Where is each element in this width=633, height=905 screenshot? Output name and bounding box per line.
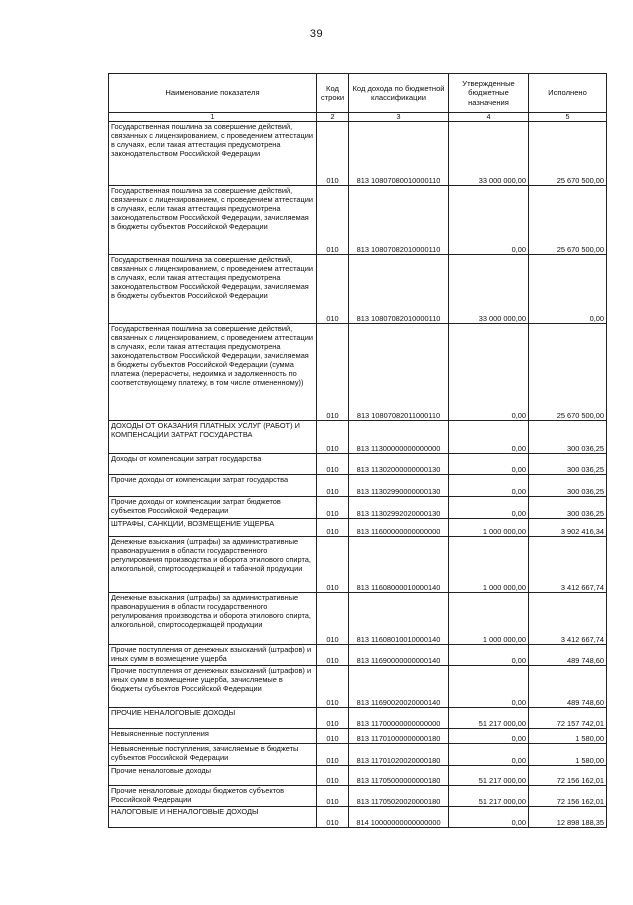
row-code: 010 [317,729,349,744]
row-plan: 0,00 [449,645,529,666]
table-header-row [109,74,607,113]
row-kbk: 813 11600000000000000 [349,519,449,537]
row-code: 010 [317,744,349,766]
row-kbk: 813 11608010010000140 [349,593,449,645]
row-plan: 0,00 [449,729,529,744]
row-code: 010 [317,666,349,708]
table-row [109,729,607,744]
row-plan: 33 000 000,00 [449,255,529,324]
row-name: Прочие поступления от денежных взысканий (штрафов) и иных сумм в возмещение ущерба, зачисляемые в бюджеты субъектов Российской Федерации [109,666,317,708]
row-name: Государственная пошлина за совершение действий, связанных с лицензированием, с проведением аттестации в случаях, если такая аттестация предусмотрена законодательством Российской Федерации [109,122,317,186]
row-kbk: 813 11608000010000140 [349,537,449,593]
column-number: 3 [349,113,449,122]
table-row [109,324,607,421]
row-code: 010 [317,786,349,807]
row-done: 300 036,25 [529,497,607,519]
row-done: 3 412 667,74 [529,537,607,593]
row-name: ШТРАФЫ, САНКЦИИ, ВОЗМЕЩЕНИЕ УЩЕРБА [109,519,317,537]
row-plan: 1 000 000,00 [449,593,529,645]
row-plan: 0,00 [449,324,529,421]
row-code: 010 [317,537,349,593]
row-plan: 0,00 [449,744,529,766]
row-name: Прочие доходы от компенсации затрат бюджетов субъектов Российской Федерации [109,497,317,519]
row-plan: 33 000 000,00 [449,122,529,186]
row-done: 489 748,60 [529,666,607,708]
row-code: 010 [317,766,349,786]
page-number: 39 [309,28,324,40]
table-row [109,786,607,807]
row-code: 010 [317,593,349,645]
header-name: Наименование показателя [109,74,317,113]
row-code: 010 [317,807,349,828]
row-done: 1 580,00 [529,744,607,766]
row-name: ДОХОДЫ ОТ ОКАЗАНИЯ ПЛАТНЫХ УСЛУГ (РАБОТ) И КОМПЕНСАЦИИ ЗАТРАТ ГОСУДАРСТВА [109,421,317,454]
row-code: 010 [317,454,349,475]
table-row [109,122,607,186]
row-done: 3 412 667,74 [529,593,607,645]
row-kbk: 813 11302992020000130 [349,497,449,519]
row-kbk: 813 11302990000000130 [349,475,449,497]
table-row [109,645,607,666]
row-kbk: 813 11302000000000130 [349,454,449,475]
row-kbk: 813 11701020020000180 [349,744,449,766]
row-name: Государственная пошлина за совершение действий, связанных с лицензированием, с проведением аттестации в случаях, если такая аттестация предусмотрена законодательством Российской Федерации, зачисляемая в бюджеты субъектов Российской Федерации (сумма платежа (перерасчеты, недоимка и задолженность по соответствующему платежу, в том числе отмененному)) [109,324,317,421]
row-name: Доходы от компенсации затрат государства [109,454,317,475]
row-name: Государственная пошлина за совершение действий, связанных с лицензированием, с проведением аттестации в случаях, если такая аттестация предусмотрена законодательством Российской Федерации, зачисляемая в бюджеты субъектов Российской Федерации [109,255,317,324]
row-name: Прочие неналоговые доходы бюджетов субъектов Российской Федерации [109,786,317,807]
table-row [109,666,607,708]
row-done: 25 670 500,00 [529,122,607,186]
row-name: Невыясненные поступления [109,729,317,744]
row-code: 010 [317,324,349,421]
row-name: НАЛОГОВЫЕ И НЕНАЛОГОВЫЕ ДОХОДЫ [109,807,317,828]
row-name: Прочие неналоговые доходы [109,766,317,786]
column-number-row [109,113,607,122]
row-plan: 0,00 [449,454,529,475]
row-code: 010 [317,122,349,186]
row-code: 010 [317,255,349,324]
row-plan: 51 217 000,00 [449,786,529,807]
row-kbk: 813 10807080010000110 [349,122,449,186]
row-done: 300 036,25 [529,454,607,475]
table-row [109,708,607,729]
row-kbk: 813 10807082010000110 [349,186,449,255]
row-code: 010 [317,497,349,519]
table-row [109,537,607,593]
table-row [109,519,607,537]
row-done: 72 156 162,01 [529,766,607,786]
row-kbk: 813 11700000000000000 [349,708,449,729]
row-done: 25 670 500,00 [529,186,607,255]
row-plan: 1 000 000,00 [449,519,529,537]
row-code: 010 [317,645,349,666]
row-plan: 1 000 000,00 [449,537,529,593]
row-code: 010 [317,186,349,255]
row-name: Невыясненные поступления, зачисляемые в бюджеты субъектов Российской Федерации [109,744,317,766]
row-plan: 0,00 [449,186,529,255]
row-done: 12 898 188,35 [529,807,607,828]
column-number: 2 [317,113,349,122]
row-plan: 0,00 [449,421,529,454]
table-row [109,497,607,519]
row-kbk: 813 11705020020000180 [349,786,449,807]
row-name: Денежные взыскания (штрафы) за административные правонарушения в области государственного регулирования производства и оборота этилового спирта, алкогольной, спиртосодержащей и табачной продукции [109,537,317,593]
table-row [109,186,607,255]
row-name: Денежные взыскания (штрафы) за административные правонарушения в области государственного регулирования производства и оборота этилового спирта, алкогольной, спиртосодержащей продукции [109,593,317,645]
row-plan: 0,00 [449,475,529,497]
table-body [109,122,607,828]
row-kbk: 813 11701000000000180 [349,729,449,744]
row-name: Прочие доходы от компенсации затрат государства [109,475,317,497]
table-row [109,593,607,645]
row-code: 010 [317,519,349,537]
table-row [109,454,607,475]
row-code: 010 [317,475,349,497]
table-row [109,744,607,766]
row-kbk: 813 10807082011000110 [349,324,449,421]
row-done: 489 748,60 [529,645,607,666]
row-done: 1 580,00 [529,729,607,744]
row-name: Государственная пошлина за совершение действий, связанных с лицензированием, с проведением аттестации в случаях, если такая аттестация предусмотрена законодательством Российской Федерации, зачисляемая в бюджеты субъектов Российской Федерации [109,186,317,255]
row-code: 010 [317,708,349,729]
row-done: 300 036,25 [529,475,607,497]
column-number: 1 [109,113,317,122]
column-number: 4 [449,113,529,122]
row-plan: 51 217 000,00 [449,708,529,729]
header-done: Исполнено [529,74,607,113]
table-row [109,807,607,828]
table-row [109,421,607,454]
row-name: ПРОЧИЕ НЕНАЛОГОВЫЕ ДОХОДЫ [109,708,317,729]
header-plan: Утвержденные бюджетные назначения [449,74,529,113]
row-plan: 0,00 [449,497,529,519]
row-kbk: 813 11690020020000140 [349,666,449,708]
table-row [109,766,607,786]
budget-execution-table [108,73,607,828]
row-kbk: 813 11705000000000180 [349,766,449,786]
row-name: Прочие поступления от денежных взысканий (штрафов) и иных сумм в возмещение ущерба [109,645,317,666]
row-done: 72 157 742,01 [529,708,607,729]
column-number: 5 [529,113,607,122]
row-kbk: 813 11300000000000000 [349,421,449,454]
header-code: Код строки [317,74,349,113]
row-plan: 0,00 [449,666,529,708]
table-row [109,255,607,324]
table-row [109,475,607,497]
row-done: 3 902 416,34 [529,519,607,537]
row-kbk: 814 10000000000000000 [349,807,449,828]
row-kbk: 813 10807082010000110 [349,255,449,324]
row-done: 25 670 500,00 [529,324,607,421]
row-done: 72 156 162,01 [529,786,607,807]
row-plan: 0,00 [449,807,529,828]
row-kbk: 813 11690000000000140 [349,645,449,666]
row-code: 010 [317,421,349,454]
row-done: 300 036,25 [529,421,607,454]
row-done: 0,00 [529,255,607,324]
header-kbk: Код дохода по бюджетной классификации [349,74,449,113]
row-plan: 51 217 000,00 [449,766,529,786]
